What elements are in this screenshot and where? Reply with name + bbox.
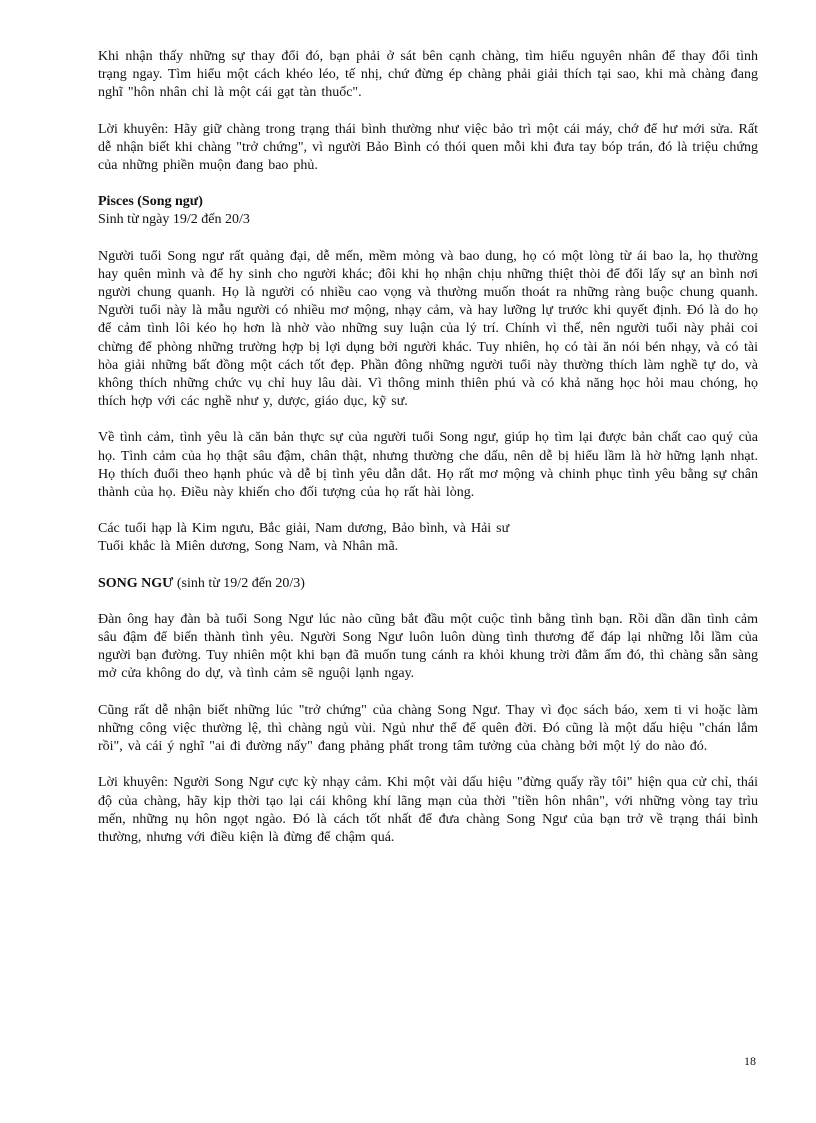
paragraph-aquarius-change: Khi nhận thấy những sự thay đổi đó, bạn phải ở sát bên cạnh chàng, tìm hiểu nguyên nhân để thay đổi tình trạng ngay. Tìm hiểu một cách khéo léo, tế nhị, chứ đừng ép chàng phải giải thích tại sao, khi mà chàng đang nghĩ "hôn nhân chỉ là một cái gạt tàn thuốc".	[98, 49, 758, 101]
compatibility-block	[98, 520, 758, 556]
compatible-signs: Các tuổi hạp là Kim ngưu, Bắc giải, Nam dương, Bảo bình, và Hải sư	[98, 521, 510, 537]
song-ngu-dates: (sinh từ 19/2 đến 20/3)	[173, 575, 305, 591]
page-number: 18	[744, 1054, 756, 1068]
pisces-title: Pisces (Song ngư)	[98, 194, 203, 210]
paragraph-pisces-love: Về tình cảm, tình yêu là căn bản thực sự của người tuổi Song ngư, giúp họ tìm lại được bản chất cao quý của họ. Tình cảm của họ thật sâu đậm, chân thật, nhưng thường che dấu, nên dễ bị hiểu lầm là hờ hững lạnh nhạt. Họ thích đuổi theo hạnh phúc và dễ bị tình yêu dẫn dắt. Họ rất mơ mộng và chinh phục tình yêu bằng sự chân thành của họ. Điều này khiến cho đối tượng của họ rất hài lòng.	[98, 430, 758, 501]
song-ngu-heading	[98, 575, 758, 593]
paragraph-pisces-personality: Người tuổi Song ngư rất quảng đại, dễ mến, mềm mỏng và bao dung, họ có một lòng từ ái bao la, họ thường hay quên mình và để hy sinh cho người khác; đôi khi họ nhận chịu những thiệt thòi để đổi lấy sự an bình nơi người chung quanh. Họ là người có nhiều cao vọng và thường muốn thoát ra những ràng buộc chung quanh. Người tuổi này là mẫu người có nhiều mơ mộng, nhạy cảm, và hay lưỡng lự trước khi quyết định. Đó là do họ để cảm tình lôi kéo họ hơn là nhờ vào những suy luận của lý trí. Chính vì thế, nên người tuổi này phải coi chừng để phòng những trường hợp bị lợi dụng bởi người khác. Tuy nhiên, họ có tài ăn nói bén nhạy, và có tài hòa giải những bất đồng một cách tốt đẹp. Phần đông những người tuổi này thường thích làm nghề tự do, và không thích những chức vụ chỉ huy lâu dài. Vì thông minh thiên phú và có khả năng học hỏi mau chóng, họ thích hợp với các nghề như y, dược, giáo dục, kỹ sư.	[98, 248, 758, 410]
incompatible-signs: Tuổi khắc là Miên dương, Song Nam, và Nhân mã.	[98, 539, 399, 555]
paragraph-song-ngu-advice: Lời khuyên: Người Song Ngư cực kỳ nhạy cảm. Khi một vài dấu hiệu "đừng quấy rầy tôi" hiện qua cử chỉ, thái độ của chàng, hãy kịp thời tạo lại cái không khí lãng mạn của thời "tiền hôn nhân", với những vòng tay trìu mến, những nụ hôn ngọt ngào. Đó là cách tốt nhất để đưa chàng Song Ngư của bạn trở về trạng thái bình thường, nhưng với điều kiện là đừng để chậm quá.	[98, 775, 758, 845]
paragraph-aquarius-advice: Lời khuyên: Hãy giữ chàng trong trạng thái bình thường như việc bảo trì một cái máy, chớ để hư mới sửa. Rất dễ nhận biết khi chàng "trở chứng", vì người Bảo Bình có thói quen mỗi khi đưa tay bóp trán, đó là triệu chứng của những phiền muộn đang bao phủ.	[98, 121, 758, 174]
paragraph-song-ngu-love: Đàn ông hay đàn bà tuổi Song Ngư lúc nào cũng bắt đầu một cuộc tình bằng tình bạn. Rồi dần dần tình cảm sâu đậm để biến thành tình yêu. Người Song Ngư luôn luôn dùng tình thương để đáp lại những lỗi lầm của người bạn đường. Tuy nhiên một khi bạn đã muốn tung cánh ra khỏi khung trời đằm ấm đó, thì chàng sẵn sàng mở cửa không do dự, và tình cảm sẽ nguội lạnh ngay.	[98, 611, 758, 682]
pisces-heading	[98, 193, 758, 229]
pisces-dates: Sinh từ ngày 19/2 đến 20/3	[98, 212, 250, 228]
document-page	[98, 48, 758, 865]
paragraph-song-ngu-signs: Cũng rất dễ nhận biết những lúc "trở chứng" của chàng Song Ngư. Thay vì đọc sách báo, xem ti vi hoặc làm những công việc thường lệ, thì chàng ngủ vùi. Ngủ như thể để quên đời. Đó cũng là một dấu hiệu "chán lắm rồi", và cái ý nghĩ "ai đi đường nấy" đang phảng phất trong tâm tưởng của chàng bởi một lý do nào đó.	[98, 702, 758, 755]
song-ngu-title: SONG NGƯ	[98, 575, 174, 591]
